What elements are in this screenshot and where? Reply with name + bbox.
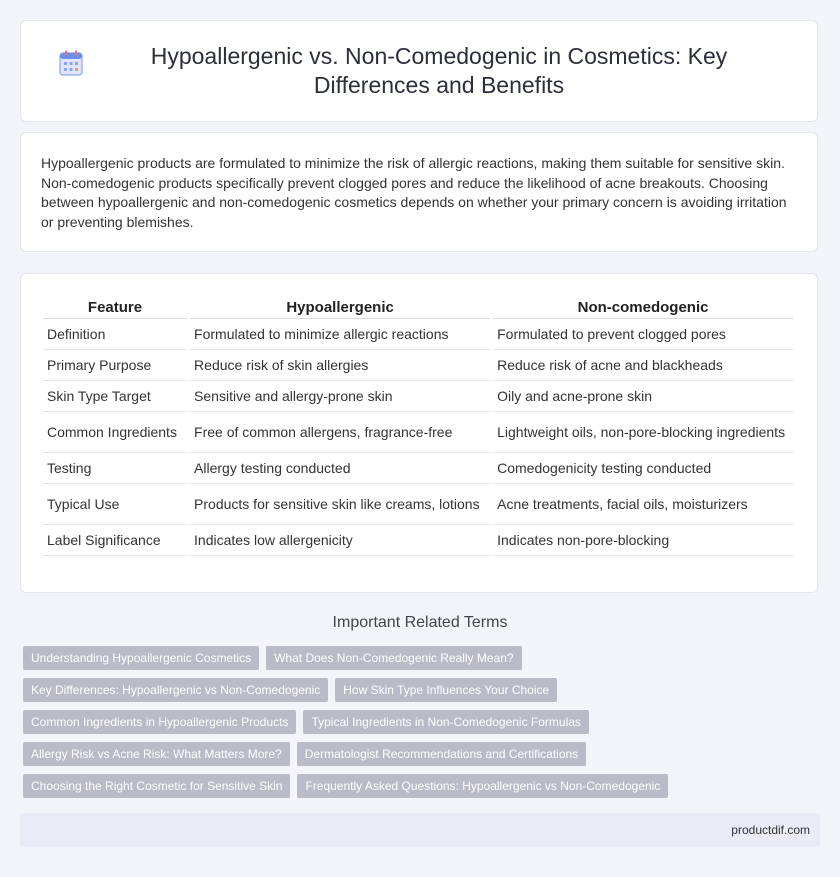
table-header-row [43, 296, 793, 319]
table-row [43, 525, 793, 556]
feature-cell: Skin Type Target [43, 381, 187, 412]
related-terms-title: Important Related Terms [332, 614, 508, 631]
related-term-tag[interactable]: Frequently Asked Questions: Hypoallergenic vs Non-Comedogenic [297, 774, 668, 798]
non-comedogenic-cell: Acne treatments, facial oils, moisturizers [493, 484, 793, 525]
tag-row [23, 678, 813, 702]
header-non-comedogenic: Non-comedogenic [493, 296, 793, 319]
hypoallergenic-cell: Sensitive and allergy-prone skin [190, 381, 490, 412]
hypoallergenic-cell: Allergy testing conducted [190, 453, 490, 484]
footer-site[interactable]: productdif.com [731, 823, 810, 837]
table-row [43, 381, 793, 412]
non-comedogenic-cell: Formulated to prevent clogged pores [493, 319, 793, 350]
non-comedogenic-cell: Oily and acne-prone skin [493, 381, 793, 412]
feature-cell: Common Ingredients [43, 412, 187, 453]
feature-cell: Typical Use [43, 484, 187, 525]
header-hypoallergenic: Hypoallergenic [190, 296, 490, 319]
related-term-tag[interactable]: Allergy Risk vs Acne Risk: What Matters More? [23, 742, 290, 766]
tag-row [23, 710, 813, 734]
table-row [43, 484, 793, 525]
tag-row [23, 646, 813, 670]
related-term-tag[interactable]: Common Ingredients in Hypoallergenic Products [23, 710, 296, 734]
hypoallergenic-cell: Formulated to minimize allergic reactions [190, 319, 490, 350]
intro-text: Hypoallergenic products are formulated to minimize the risk of allergic reactions, making them suitable for sensitive skin. Non-comedogenic products specifically prevent clogged pores and reduce the likelihood of acne breakouts. Choosing between hypoallergenic and non-comedogenic cosmetics depends on whether your primary concern is avoiding irritation or preventing blemishes. [41, 155, 787, 230]
table-row [43, 453, 793, 484]
non-comedogenic-cell: Reduce risk of acne and blackheads [493, 350, 793, 381]
tag-row [23, 742, 813, 766]
footer [20, 813, 820, 847]
table-row [43, 319, 793, 350]
title-card [20, 20, 818, 122]
page-title: Hypoallergenic vs. Non-Comedogenic in Cosmetics: Key Differences and Benefits [150, 43, 728, 98]
hypoallergenic-cell: Indicates low allergenicity [190, 525, 490, 556]
non-comedogenic-cell: Comedogenicity testing conducted [493, 453, 793, 484]
related-term-tag[interactable]: What Does Non-Comedogenic Really Mean? [266, 646, 521, 670]
comparison-table [40, 296, 796, 556]
related-term-tag[interactable]: Understanding Hypoallergenic Cosmetics [23, 646, 259, 670]
intro-card [20, 132, 818, 252]
feature-cell: Definition [43, 319, 187, 350]
table-row [43, 350, 793, 381]
feature-cell: Label Significance [43, 525, 187, 556]
comparison-card [20, 273, 818, 593]
hypoallergenic-cell: Products for sensitive skin like creams, lotions [190, 484, 490, 525]
tag-row [23, 774, 813, 798]
non-comedogenic-cell: Indicates non-pore-blocking [493, 525, 793, 556]
hypoallergenic-cell: Free of common allergens, fragrance-free [190, 412, 490, 453]
feature-cell: Testing [43, 453, 187, 484]
calendar-icon [59, 50, 83, 76]
related-term-tag[interactable]: Dermatologist Recommendations and Certifications [297, 742, 586, 766]
related-term-tag[interactable]: Choosing the Right Cosmetic for Sensitive Skin [23, 774, 290, 798]
header-feature: Feature [43, 296, 187, 319]
non-comedogenic-cell: Lightweight oils, non-pore-blocking ingredients [493, 412, 793, 453]
title-wrap [59, 42, 779, 100]
table-row [43, 412, 793, 453]
related-terms-list [23, 646, 813, 806]
related-term-tag[interactable]: How Skin Type Influences Your Choice [335, 678, 557, 702]
hypoallergenic-cell: Reduce risk of skin allergies [190, 350, 490, 381]
related-term-tag[interactable]: Key Differences: Hypoallergenic vs Non-Comedogenic [23, 678, 328, 702]
feature-cell: Primary Purpose [43, 350, 187, 381]
related-term-tag[interactable]: Typical Ingredients in Non-Comedogenic Formulas [303, 710, 588, 734]
